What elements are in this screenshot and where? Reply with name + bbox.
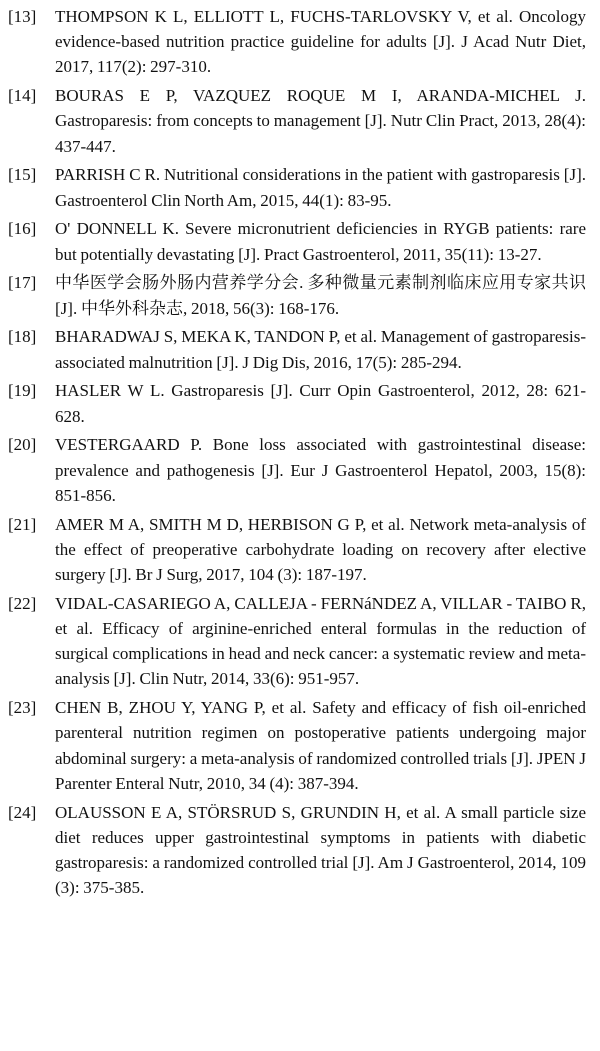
reference-number: [17]	[8, 273, 37, 293]
reference-text: OLAUSSON E A, STÖRSRUD S, GRUNDIN H, et al. A small particle size diet reduces upper gastrointestinal symptoms in patients with diabetic gastroparesis: a randomized controlled trial [J]. Am J Gastroenterol, 2014, 109 (3): 375-385.	[55, 802, 586, 898]
reference-number: [13]	[8, 7, 37, 26]
reference-number: [15]	[8, 165, 37, 185]
reference-text: 中华医学会肠外肠内营养学分会. 多种微量元素制剂临床应用专家共识 [J]. 中华外科杂志, 2018, 56(3): 168-176.	[55, 273, 586, 318]
reference-number: [16]	[8, 219, 37, 239]
reference-item	[8, 4, 586, 80]
reference-number: [23]	[8, 698, 37, 718]
reference-text: CHEN B, ZHOU Y, YANG P, et al. Safety and efficacy of fish oil-enriched parenteral nutrition regimen on postoperative patients undergoing major abdominal surgery: a meta-analysis of randomized controlled trials [J]. JPEN J Parenter Enteral Nutr, 2010, 34 (4): 387-394.	[55, 698, 586, 793]
reference-text: BOURAS E P, VAZQUEZ ROQUE M I, ARANDA-MICHEL J. Gastroparesis: from concepts to management [J]. Nutr Clin Pract, 2013, 28(4): 437-447.	[55, 86, 586, 156]
reference-item	[8, 270, 586, 320]
reference-text: AMER M A, SMITH M D, HERBISON G P, et al. Network meta-analysis of the effect of preoperative carbohydrate loading on recovery after elective surgery [J]. Br J Surg, 2017, 104 (3): 187-197.	[55, 514, 586, 585]
reference-item	[8, 324, 586, 374]
reference-item	[8, 695, 586, 796]
reference-list	[8, 4, 586, 904]
reference-item	[8, 512, 586, 588]
reference-text: VESTERGAARD P. Bone loss associated with gastrointestinal disease: prevalence and pathogenesis [J]. Eur J Gastroenterol Hepatol, 2003, 15(8): 851-856.	[55, 435, 586, 505]
reference-item	[8, 378, 586, 428]
reference-number: [19]	[8, 381, 37, 401]
reference-text: PARRISH C R. Nutritional considerations in the patient with gastroparesis [J]. Gastroenterol Clin North Am, 2015, 44(1): 83-95.	[55, 165, 586, 210]
reference-item	[8, 800, 586, 901]
reference-number: [21]	[8, 514, 37, 534]
reference-number: [18]	[8, 327, 37, 347]
reference-text: HASLER W L. Gastroparesis [J]. Curr Opin Gastroenterol, 2012, 28: 621-628.	[55, 381, 586, 426]
reference-item	[8, 591, 586, 692]
reference-item	[8, 162, 586, 212]
reference-text: THOMPSON K L, ELLIOTT L, FUCHS-TARLOVSKY V, et al. Oncology evidence-based nutrition practice guideline for adults [J]. J Acad Nutr Diet, 2017, 117(2): 297-310.	[55, 7, 586, 77]
reference-text: BHARADWAJ S, MEKA K, TANDON P, et al. Management of gastroparesis-associated malnutrition [J]. J Dig Dis, 2016, 17(5): 285-294.	[55, 327, 586, 372]
reference-text: VIDAL-CASARIEGO A, CALLEJA - FERNáNDEZ A, VILLAR - TAIBO R, et al. Efficacy of arginine-enriched enteral formulas in the reduction of surgical complications in head and neck cancer: a systematic review and meta-analysis [J]. Clin Nutr, 2014, 33(6): 951-957.	[55, 593, 586, 689]
reference-text: O' DONNELL K. Severe micronutrient deficiencies in RYGB patients: rare but potentially devastating [J]. Pract Gastroenterol, 2011, 35(11): 13-27.	[55, 219, 586, 264]
reference-number: [22]	[8, 593, 37, 613]
reference-item	[8, 432, 586, 508]
reference-number: [24]	[8, 802, 37, 822]
reference-number: [20]	[8, 435, 37, 455]
reference-item	[8, 83, 586, 159]
reference-item	[8, 216, 586, 266]
reference-number: [14]	[8, 86, 37, 106]
